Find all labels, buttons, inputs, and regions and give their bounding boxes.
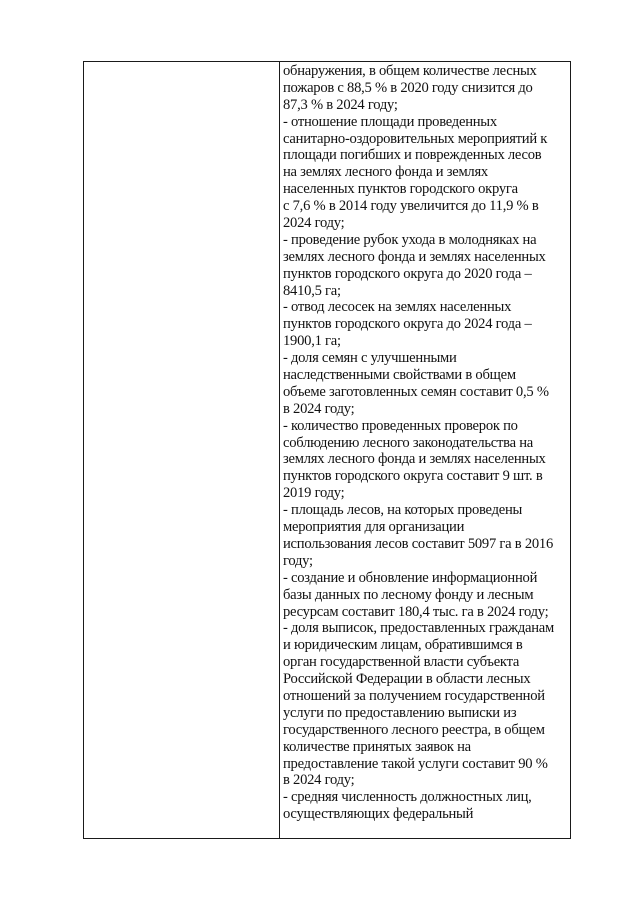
document-table — [83, 61, 571, 839]
text-line: - количество проведенных проверок по — [283, 417, 518, 434]
text-line: санитарно-оздоровительных мероприятий к — [283, 130, 548, 147]
text-line: - площадь лесов, на которых проведены — [283, 502, 523, 519]
text-line: Российской Федерации в области лесных — [283, 671, 531, 688]
text-line: землях лесного фонда и землях населенных — [283, 248, 546, 265]
text-line: обнаружения, в общем количестве лесных — [283, 63, 537, 79]
text-line: - отвод лесосек на землях населенных — [283, 299, 512, 316]
text-line: 1900,1 га; — [283, 333, 341, 350]
text-line: 2019 году; — [283, 485, 345, 502]
text-line: году; — [283, 552, 313, 569]
text-line: 8410,5 га; — [283, 282, 341, 299]
text-line: пожаров с 88,5 % в 2020 году снизится до — [283, 79, 533, 96]
text-line: количестве принятых заявок на — [283, 738, 471, 755]
text-line: предоставление такой услуги составит 90 % — [283, 755, 548, 772]
table-right-cell — [280, 62, 571, 838]
text-line: в 2024 году; — [283, 772, 355, 789]
text-line: использования лесов составит 5097 га в 2016 — [283, 535, 554, 552]
text-line: объеме заготовленных семян составит 0,5 % — [283, 383, 549, 400]
text-line: пунктов городского округа составит 9 шт. в — [283, 468, 543, 485]
text-line: орган государственной власти субъекта — [283, 654, 520, 671]
text-line: площади погибших и поврежденных лесов — [283, 147, 542, 164]
text-line: соблюдению лесного законодательства на — [283, 434, 533, 451]
text-line: осуществляющих федеральный — [283, 806, 474, 823]
text-line: - проведение рубок ухода в молодняках на — [283, 231, 537, 248]
text-line: 2024 году; — [283, 215, 345, 232]
text-line: населенных пунктов городского округа — [283, 181, 518, 198]
text-line: - средняя численность должностных лиц, — [283, 789, 532, 806]
text-line: пунктов городского округа до 2020 года – — [283, 265, 532, 282]
text-line: на землях лесного фонда и землях — [283, 164, 488, 181]
text-line: - создание и обновление информационной — [283, 569, 538, 586]
text-line: наследственными свойствами в общем — [283, 367, 516, 384]
text-line: мероприятия для организации — [283, 519, 465, 536]
text-line: землях лесного фонда и землях населенных — [283, 451, 546, 468]
text-line: государственного лесного реестра, в общем — [283, 721, 545, 738]
text-line: - доля выписок, предоставленных гражданам — [283, 620, 554, 637]
text-line: - отношение площади проведенных — [283, 113, 497, 130]
text-line: и юридическим лицам, обратившимся в — [283, 637, 523, 654]
text-line: ресурсам составит 180,4 тыс. га в 2024 году; — [283, 603, 549, 620]
text-line: с 7,6 % в 2014 году увеличится до 11,9 % в — [283, 198, 539, 215]
text-line: 87,3 % в 2024 году; — [283, 96, 398, 113]
text-line: пунктов городского округа до 2024 года – — [283, 316, 532, 333]
text-line: отношений за получением государственной — [283, 687, 545, 704]
text-line: в 2024 году; — [283, 400, 355, 417]
text-line: - доля семян с улучшенными — [283, 350, 457, 367]
table-left-cell — [84, 62, 280, 838]
text-line: базы данных по лесному фонду и лесным — [283, 586, 534, 603]
text-line: услуги по предоставлению выписки из — [283, 704, 517, 721]
